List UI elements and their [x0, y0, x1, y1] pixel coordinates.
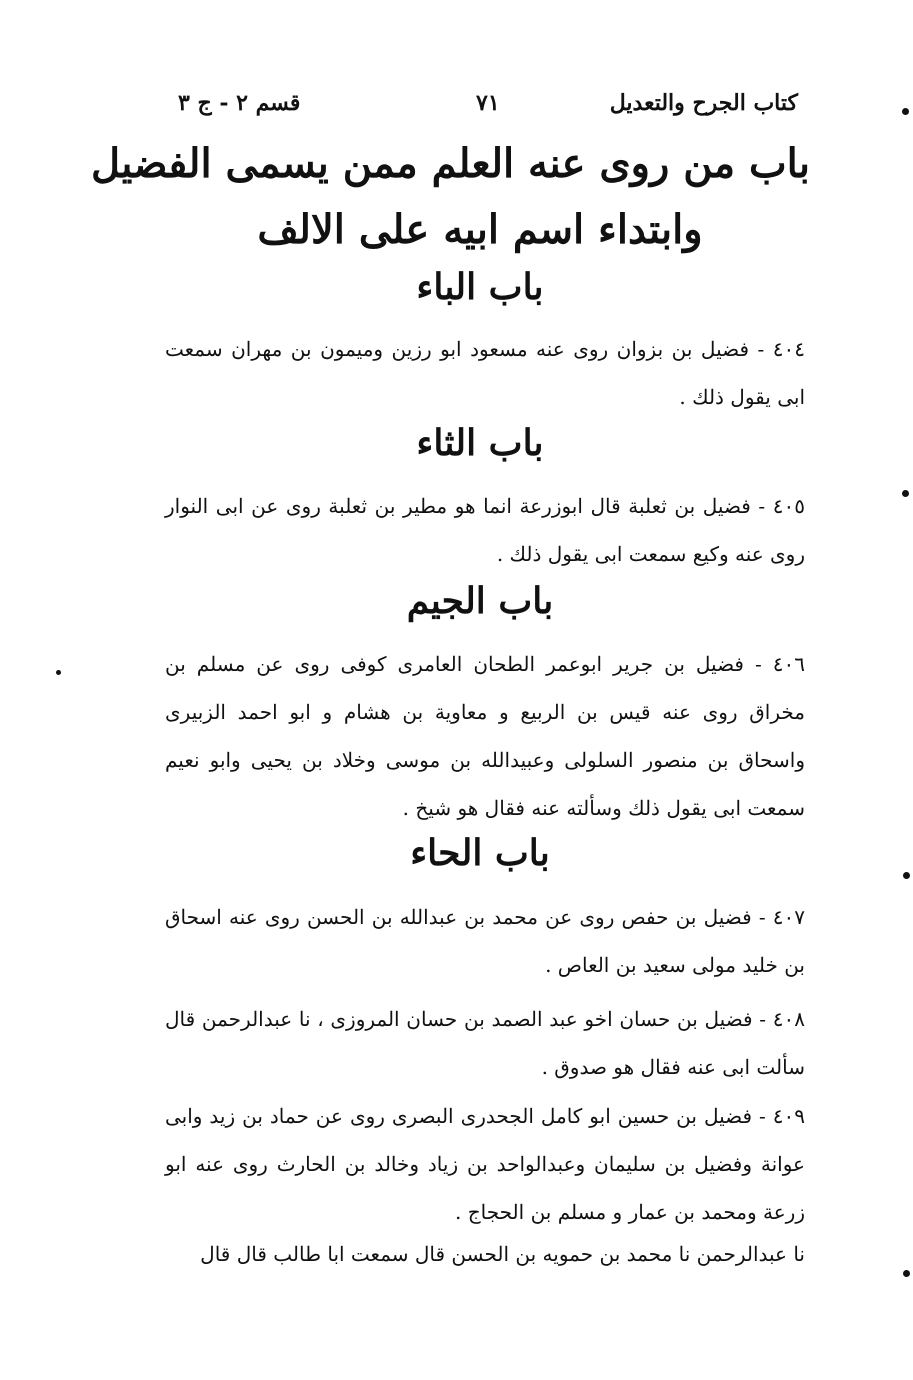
book-title: كتاب الجرح والتعديل — [609, 90, 798, 116]
entry-404: ٤٠٤ - فضيل بن بزوان روى عنه مسعود ابو رزين وميمون بن مهران سمعت ابى يقول ذلك . — [165, 337, 805, 409]
page-number: ٧١ — [476, 90, 500, 116]
section-heading-jim: باب الجيم — [406, 580, 554, 622]
chapter-title-line-2: وابتداء اسم ابيه على الالف — [257, 206, 703, 253]
scan-speck — [903, 872, 910, 879]
section-heading-ha: باب الحاء — [410, 832, 550, 874]
scan-speck — [903, 1270, 910, 1277]
section-heading-tha: باب الثاء — [416, 422, 544, 464]
entry-409: ٤٠٩ - فضيل بن حسين ابو كامل الجحدرى البصرى روى عن حماد بن زيد وابى عوانة وفضيل بن سليمان وعبدالواحد بن زياد وخالد بن الحارث روى عنه ابو زرعة ومحمد بن عمار و مسلم بن الحجاج . — [165, 1104, 805, 1224]
entry-407: ٤٠٧ - فضيل بن حفص روى عن محمد بن عبدالله بن الحسن روى عنه اسحاق بن خليد مولى سعيد بن العاص . — [165, 905, 805, 977]
entry-409-continuation: نا عبدالرحمن نا محمد بن حمويه بن الحسن قال سمعت ابا طالب قال قال — [200, 1242, 805, 1266]
entry-406: ٤٠٦ - فضيل بن جرير ابوعمر الطحان العامرى كوفى روى عن مسلم بن مخراق روى عنه قيس بن الربيع و معاوية بن هشام و ابو احمد الزبيرى واسحاق بن منصور السلولى وعبيدالله بن موسى وخلاد بن يحيى وابو نعيم سمعت ابى يقول ذلك وسألته عنه فقال هو شيخ . — [165, 652, 805, 820]
section-heading-ba: باب الباء — [416, 266, 544, 308]
scan-speck — [56, 670, 61, 675]
entry-408: ٤٠٨ - فضيل بن حسان اخو عبد الصمد بن حسان المروزى ، نا عبدالرحمن قال سألت ابى عنه فقال هو صدوق . — [165, 1007, 805, 1079]
scan-speck — [902, 490, 909, 497]
entry-405: ٤٠٥ - فضيل بن ثعلبة قال ابوزرعة انما هو مطير بن ثعلبة روى عن ابى النوار روى عنه وكيع سمعت ابى يقول ذلك . — [165, 494, 805, 566]
volume-indicator: قسم ٢ - ج ٣ — [178, 90, 301, 116]
running-header — [178, 90, 798, 130]
scan-speck — [902, 108, 909, 115]
chapter-title-line-1: باب من روى عنه العلم ممن يسمى الفضيل — [91, 140, 810, 187]
